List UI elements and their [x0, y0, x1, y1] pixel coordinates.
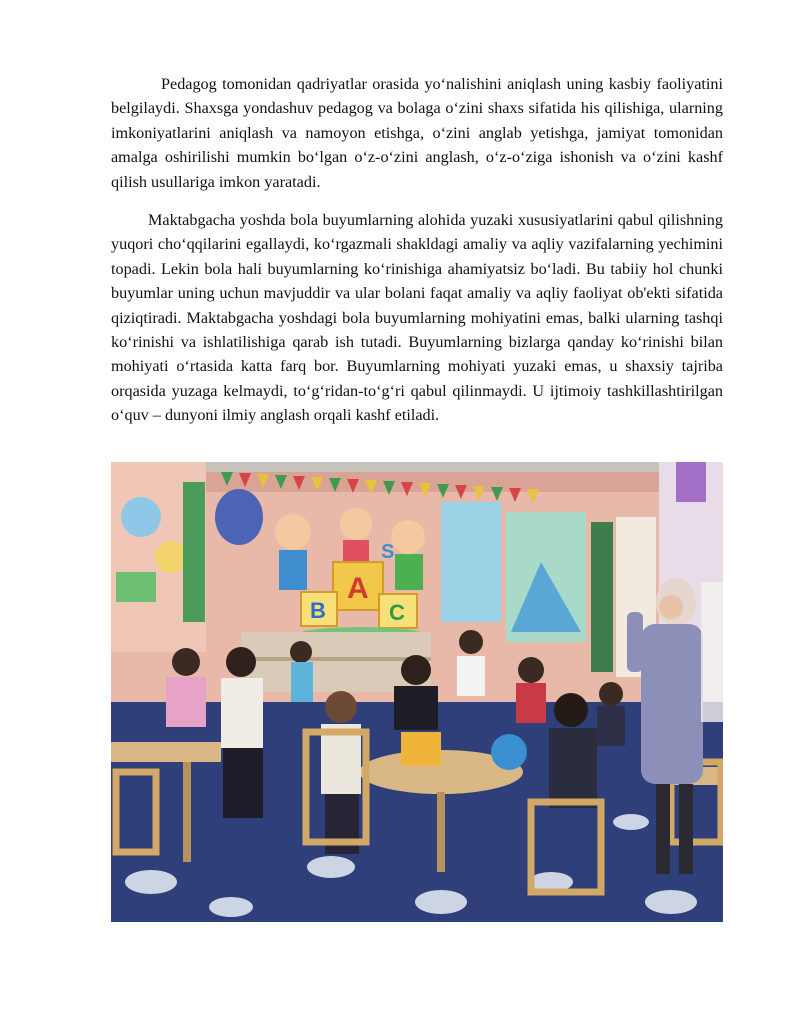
- paragraph-2: Maktabgacha yoshda bola buyumlarning alohida yuzaki xususiyatlarini qabul qilishning yuqori cho‘qqilarini egallaydi, ko‘rgazmali shakldagi amaliy va aqliy vazifalarning yechimini topadi. Lekin bola hali buyumlarning ko‘rinishiga ahamiyatsiz bo‘ladi. Bu tabiiy hol chunki buyumlar uning uchun mavjuddir va ular bolani faqat amaliy va aqliy faoliyat ob'ekti sifatida qiziqtiradi. Maktabgacha yoshdagi bola buyumlarning mohiyatini emas, balki ularning tashqi ko‘rinishi va ishlatilishiga qarab ish tutadi. Buyumlarning bizlarga qanday ko‘rinishi bilan mohiyati o‘rtasida katta farq bor. Buyumlarning mohiyati yuzaki emas, u shaxsiy tajriba orqasida yuzaga kelmaydi, to‘g‘ridan-to‘g‘ri qabul qilinmaydi. U ijtimoiy tashkillashtirilgan o‘quv – dunyoni ilmiy anglash orqali kashf etiladi.: [111, 211, 723, 425]
- wall-letter-s: S: [381, 541, 395, 563]
- paragraph-1: Pedagog tomonidan qadriyatlar orasida yo‘nalishini aniqlash uning kasbiy faoliyatini belgilaydi. Shaxsga yondashuv pedagog va bolaga o‘zini shaxs sifatida his qilishiga, ularning imkoniyatlarini aniqlash va namoyon etishga, o‘zini anglab yetishga, jamiyat tomonidan amalga oshirilishi mumkin bo‘lgan o‘z-o‘zini anglash, o‘z-o‘ziga ishonish va o‘zini kashf qilish usullariga imkon yaratadi.: [111, 75, 723, 191]
- classroom-photo: [111, 462, 723, 922]
- classroom-photo-drawing: [111, 462, 723, 922]
- wall-letter-c: C: [389, 600, 405, 625]
- wall-letter-a: A: [347, 572, 369, 605]
- wall-letter-b: B: [310, 598, 326, 623]
